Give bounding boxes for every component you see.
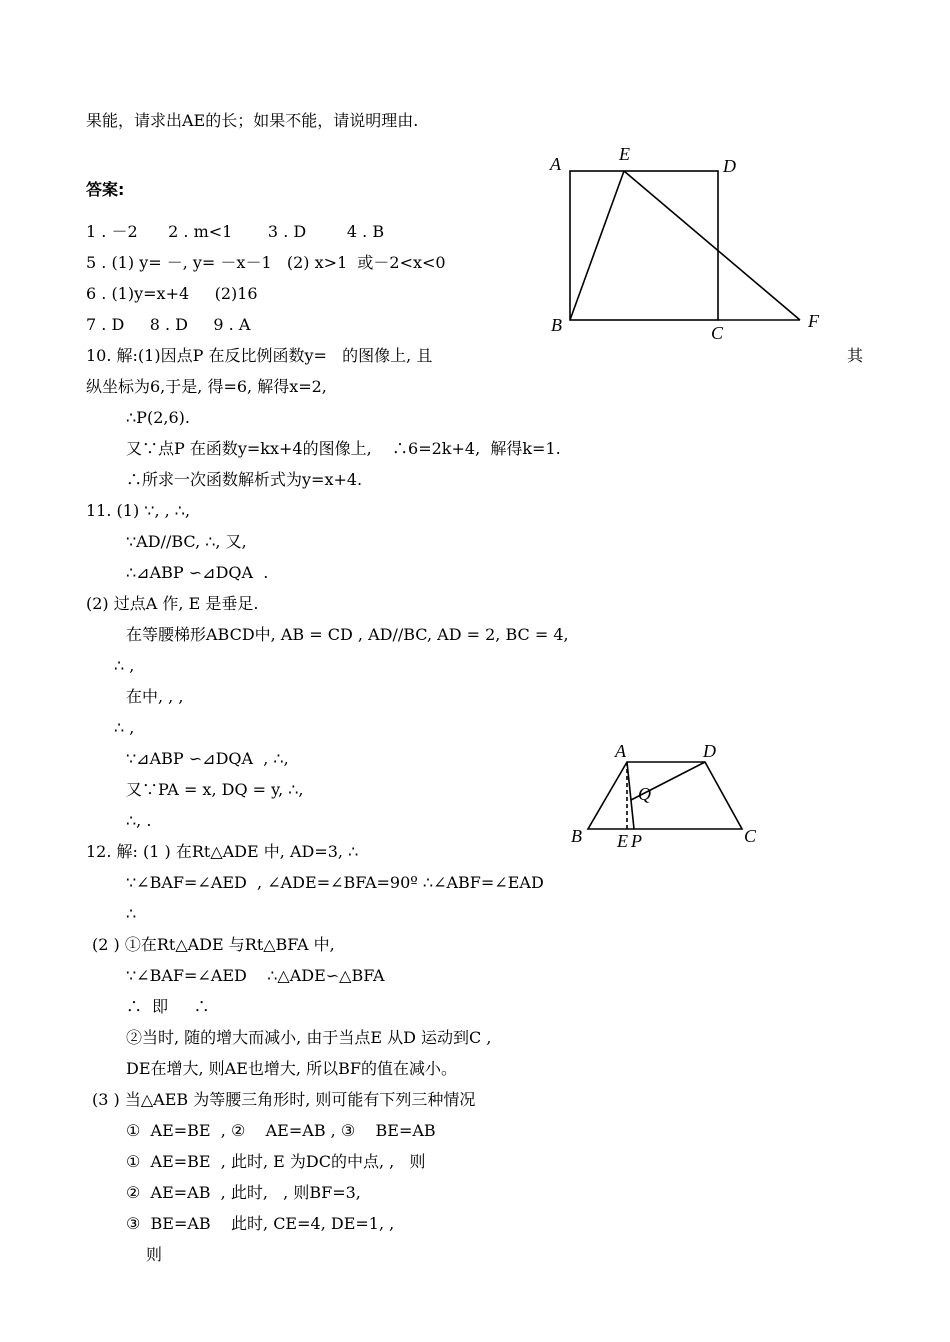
text-line: ∴ , <box>114 718 135 737</box>
trapezoid-abcd <box>588 762 742 829</box>
label-b: B <box>551 315 562 335</box>
text-line: (2 ) ①在Rt△ADE 与Rt△BFA 中, <box>92 935 335 954</box>
answer-line-6: 6 . (1)y=x+4 (2)16 <box>86 284 258 303</box>
label-b: B <box>571 826 582 846</box>
text-line: ∴P(2,6). <box>126 408 190 427</box>
text-line: (2) 过点A 作, E 是垂足. <box>86 594 259 613</box>
label-a: A <box>615 741 626 761</box>
text-line: ③ BE=AB 此时, CE=4, DE=1, , <box>126 1214 395 1233</box>
text-line: ∴所求一次函数解析式为y=x+4. <box>126 470 363 489</box>
text-line: ∴ <box>126 904 137 923</box>
text-line: ① AE=BE , ② AE=AB , ③ BE=AB <box>126 1121 436 1140</box>
answer-line-11: 11. (1) ∵, , ∴, <box>86 501 191 520</box>
label-p: P <box>631 831 642 851</box>
text-line: ∴, . <box>126 811 152 830</box>
text-line: ∴ , <box>114 656 135 675</box>
text-line: 在等腰梯形ABCD中, AB = CD , AD//BC, AD = 2, BC = 4, <box>126 625 569 644</box>
text-line: ∵AD//BC, ∴, 又, <box>126 532 247 551</box>
label-q: Q <box>638 784 651 804</box>
text-line: 果能，请求出AE的长；如果不能，请说明理由. <box>86 111 419 130</box>
text-line: ∵∠BAF=∠AED , ∠ADE=∠BFA=90º ∴∠ABF=∠EAD <box>126 873 544 892</box>
text-line: ∴⊿ABP ∽⊿DQA . <box>126 563 269 582</box>
text-line: ② AE=AB , 此时, , 则BF=3, <box>126 1183 361 1202</box>
text-line: DE在增大, 则AE也增大, 所以BF的值在减小。 <box>126 1059 457 1078</box>
answer-line-10: 10. 解:(1)因点P 在反比例函数y= 的图像上, 且 <box>86 346 433 365</box>
answer-line-5: 5 . (1) y= －, y= －x－1 (2) x>1 或－2<x<0 <box>86 253 446 272</box>
text-line: (3 ) 当△AEB 为等腰三角形时, 则可能有下列三种情况 <box>92 1090 476 1109</box>
text-line: 又∵点P 在函数y=kx+4的图像上, ∴6=2k+4, 解得k=1. <box>126 439 561 458</box>
answer-heading: 答案: <box>86 180 125 199</box>
label-e: E <box>619 144 630 164</box>
answer-line-7: 7 . D 8 . D 9 . A <box>86 315 251 334</box>
label-a: A <box>550 154 561 174</box>
text-line: ∴ 即 ∴ <box>126 997 210 1016</box>
label-c: C <box>744 826 757 846</box>
answer-line-1: 1 . －2 2 . m<1 3 . D 4 . B <box>86 222 385 241</box>
label-c: C <box>711 323 724 343</box>
text-line: 纵坐标为6,于是, 得=6, 解得x=2, <box>86 377 327 396</box>
answer-line-10-tail: 其 <box>847 346 864 365</box>
label-d: D <box>723 156 736 176</box>
segment-ap <box>627 762 634 829</box>
text-line: ① AE=BE , 此时, E 为DC的中点, , 则 <box>126 1152 426 1171</box>
text-line: ∵⊿ABP ∽⊿DQA , ∴, <box>126 749 289 768</box>
answer-line-12: 12. 解: (1 ) 在Rt△ADE 中, AD=3, ∴ <box>86 842 359 861</box>
label-e: E <box>617 831 628 851</box>
text-line: 则 <box>146 1245 163 1264</box>
text-line: 在中, , , <box>126 687 184 706</box>
text-line: ∵∠BAF=∠AED ∴△ADE∽△BFA <box>126 966 385 985</box>
text-line: ②当时, 随的增大而减小, 由于当点E 从D 运动到C , <box>126 1028 492 1047</box>
label-f: F <box>808 311 819 331</box>
text-line: 又∵PA = x, DQ = y, ∴, <box>126 780 304 799</box>
label-d: D <box>703 741 716 761</box>
